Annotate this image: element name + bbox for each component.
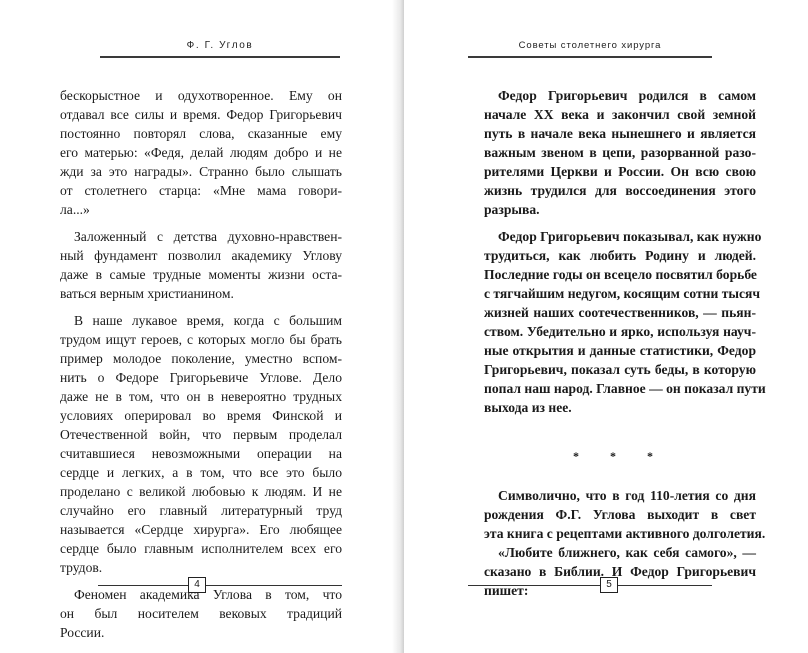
text-line: начале XX века и закончил свой земной — [484, 107, 756, 122]
text-line: бескорыстное и одухотворенное. Ему он — [60, 88, 342, 103]
left-running-header: Ф. Г. Углов — [186, 40, 254, 51]
text-line: разрыва. — [484, 202, 540, 217]
text-line: нить о Федоре Григорьевиче Углове. Дело — [60, 370, 342, 385]
left-header-rule — [100, 56, 340, 58]
text-line: даже в самые трудные моменты жизни оста- — [60, 267, 342, 282]
text-line: ваться верным христианином. — [60, 286, 234, 301]
text-line: его матерью: «Федя, делай людям добро и не — [60, 145, 342, 160]
text-line: сердце было главным исполнителем всех его — [60, 541, 342, 556]
text-line: рителями Церкви и России. Он всю свою — [484, 164, 756, 179]
section-separator: * * * — [573, 449, 667, 463]
text-line: Отечественной войн, что первым проделал — [60, 427, 342, 442]
left-page-number: 4 — [188, 577, 206, 593]
text-line: сказано в Библии. И Федор Григорьевич — [484, 564, 756, 579]
text-line: В наше лукавое время, когда с большим — [74, 313, 342, 328]
text-line: Символично, что в год 110-летия со дня — [498, 488, 756, 503]
right-page-number: 5 — [600, 577, 618, 593]
text-line: жизнь трудился для воссоединения этого — [484, 183, 756, 198]
text-line: с тягчайшим недугом, косящим сотни тысяч — [484, 286, 761, 301]
right-running-header: Советы столетнего хирурга — [518, 40, 662, 51]
text-line: эта книга с рецептами активного долголетия. — [484, 526, 766, 541]
text-line: жизней наших соотечественников, — пьян- — [484, 305, 756, 320]
text-line: пример молодое поколение, уместно вспом- — [60, 351, 342, 366]
text-line: случайно его главный литературный труд — [60, 503, 342, 518]
paragraph-gap — [484, 219, 756, 227]
left-footer-rule — [98, 585, 188, 586]
text-line: попал наш народ. Главное — он показал пути — [484, 381, 766, 396]
text-line: путь в начале века нынешнего и является — [484, 126, 756, 141]
text-line: называется «Сердце хирурга». Его любящее — [60, 522, 342, 537]
text-line: трудом ищут героев, с которых могло бы брать — [60, 332, 342, 347]
text-line: трудиться, как любить Родину и людей. — [484, 248, 756, 263]
text-line: постоянно повторял слова, сказанные ему — [60, 126, 342, 141]
text-line: «Любите ближнего, как себя самого», — — [498, 545, 756, 560]
text-line: от столетнего старца: «Мне мама говори- — [60, 183, 342, 198]
text-line: России. — [60, 625, 105, 640]
left-footer-rule — [206, 585, 342, 586]
text-line: условиях оперировал во время Финской и — [60, 408, 342, 423]
right-header-rule — [468, 56, 712, 58]
text-line: сердце и легких, а в том, что все это было — [60, 465, 342, 480]
text-line: отдавал все силы и время. Федор Григорьевич — [60, 107, 342, 122]
text-line: ла...» — [60, 202, 90, 217]
text-line: Заложенный с детства духовно-нравствен- — [74, 229, 342, 244]
text-line: важным звеном в цепи, разорванной разо- — [484, 145, 756, 160]
left-page — [0, 0, 400, 653]
paragraph-gap — [60, 219, 342, 227]
right-footer-rule — [468, 585, 600, 586]
text-line: ный фундамент позволил академику Углову — [60, 248, 342, 263]
text-line: жди за это награды». Странно было слышать — [60, 164, 342, 179]
text-line: рождения Ф.Г. Углова выходит в свет — [484, 507, 756, 522]
text-line: он был носителем вековых традиций — [60, 606, 342, 621]
text-line: ные открытия и данные статистики, Федор — [484, 343, 756, 358]
text-line: выхода из нее. — [484, 400, 572, 415]
right-page-text — [484, 86, 766, 600]
text-line: ством. Убедительно и ярко, используя науч- — [484, 324, 756, 339]
text-line: трудов. — [60, 560, 103, 575]
right-page — [404, 0, 808, 653]
text-line: проделано с великой любовью к людям. И не — [60, 484, 342, 499]
left-page-text — [60, 86, 342, 642]
right-footer-rule — [618, 585, 712, 586]
text-line: Федор Григорьевич родился в самом — [498, 88, 756, 103]
text-line: Федор Григорьевич показывал, как нужно — [498, 229, 762, 244]
text-line: пишет: — [484, 583, 529, 598]
text-line: Григорьевич, показал суть беды, в которую — [484, 362, 756, 377]
paragraph-gap — [60, 303, 342, 311]
text-line: считавшиеся невозможными операции на — [60, 446, 342, 461]
text-line: даже не в том, что он в невероятно трудных — [60, 389, 342, 404]
text-line: Последние годы он всецело посвятил борьбе — [484, 267, 757, 282]
text-line: Феномен академика Углова в том, что — [74, 587, 342, 602]
